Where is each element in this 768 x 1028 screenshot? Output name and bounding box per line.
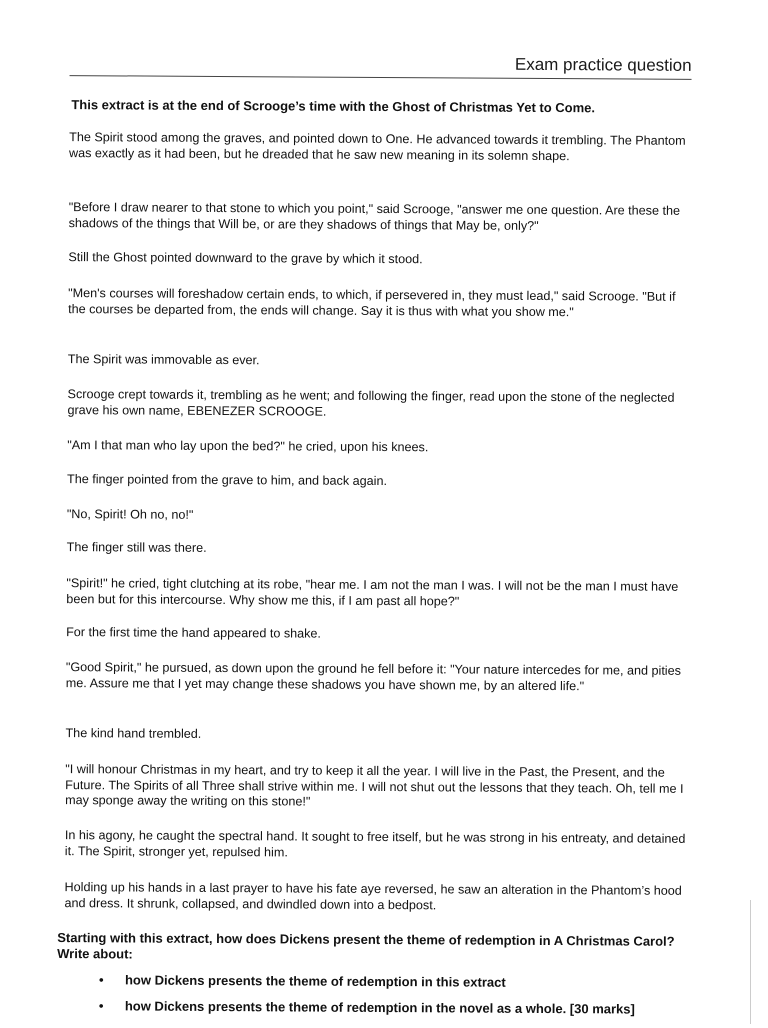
scan-edge-shadow [750,900,751,1024]
question-bullet-list [99,972,659,1027]
bullet-icon: • [98,998,104,1014]
paragraph: In his agony, he caught the spectral hand. It sought to free itself, but he was strong in his entreaty, and detained it. The Spirit, stronger yet, repulsed him. [64,828,686,860]
bullet-icon: • [98,972,104,988]
paragraph: "Spirit!" he cried, tight clutching at its robe, "hear me. I am not the man I was. I will not be the man I must have been but for this intercourse. Why show me this, if I am past all hope?" [66,576,679,609]
header-title: Exam practice question [514,54,692,75]
paragraph: The Spirit was immovable as ever. [67,352,260,368]
paragraph: The kind hand trembled. [65,726,202,741]
paragraph: For the first time the hand appeared to shake. [66,625,321,641]
paragraph: "Men's courses will foreshadow certain ends, to which, if persevered in, they must lead," said Scrooge. "But if the courses be departed from, the ends will change. Say it is thus with what you show me." [68,286,676,319]
exam-question: Starting with this extract, how does Dickens present the theme of redemption in A Christmas Carol? Write about: [57,930,675,962]
paragraph: The finger still was there. [66,540,207,555]
paragraph: "I will honour Christmas in my heart, and try to keep it all the year. I will live in the Past, the Present, and the Future. The Spirits of all Three shall strive within me. I will not shut out the lessons that they teach. Oh, tell me I may sponge away the writing on this stone!" [65,762,684,809]
paragraph: The Spirit stood among the graves, and pointed down to One. He advanced towards it trembling. The Phantom was exactly as it had been, but he dreaded that he saw new meaning in its solemn shape. [69,130,686,163]
paragraph: Still the Ghost pointed downward to the grave by which it stood. [68,250,423,267]
bullet-item [99,972,659,991]
paragraph: The finger pointed from the grave to him, and back again. [67,472,388,489]
paragraph: "Good Spirit," he pursued, as down upon the ground he fell before it: "Your nature intercedes for me, and pities me. Assure me that I yet may change these shadows you have shown me, by an altered life." [65,660,681,693]
paragraph: "No, Spirit! Oh no, no!" [66,507,194,522]
bullet-item [99,998,659,1017]
extract-intro: This extract is at the end of Scrooge’s time with the Ghost of Christmas Yet to Come. [71,97,596,116]
paragraph: Scrooge crept towards it, trembling as he went; and following the finger, read upon the stone of the neglected grave his own name, EBENEZER SCROOGE. [67,387,675,419]
paragraph: "Before I draw nearer to that stone to which you point," said Scrooge, "answer me one question. Are these the shadows of the things that Will be, or are they shadows of things that May be, only?" [68,200,681,233]
paragraph: Holding up his hands in a last prayer to have his fate aye reversed, he saw an alteration in the Phantom’s hood and dress. It shrunk, collapsed, and dwindled down into a bedpost. [64,880,682,913]
paragraph: "Am I that man who lay upon the bed?" he cried, upon his knees. [67,438,429,455]
bullet-text: how Dickens presents the theme of redemption in this extract [124,972,506,990]
bullet-text: how Dickens presents the theme of redemption in the novel as a whole. [30 marks] [124,998,635,1017]
